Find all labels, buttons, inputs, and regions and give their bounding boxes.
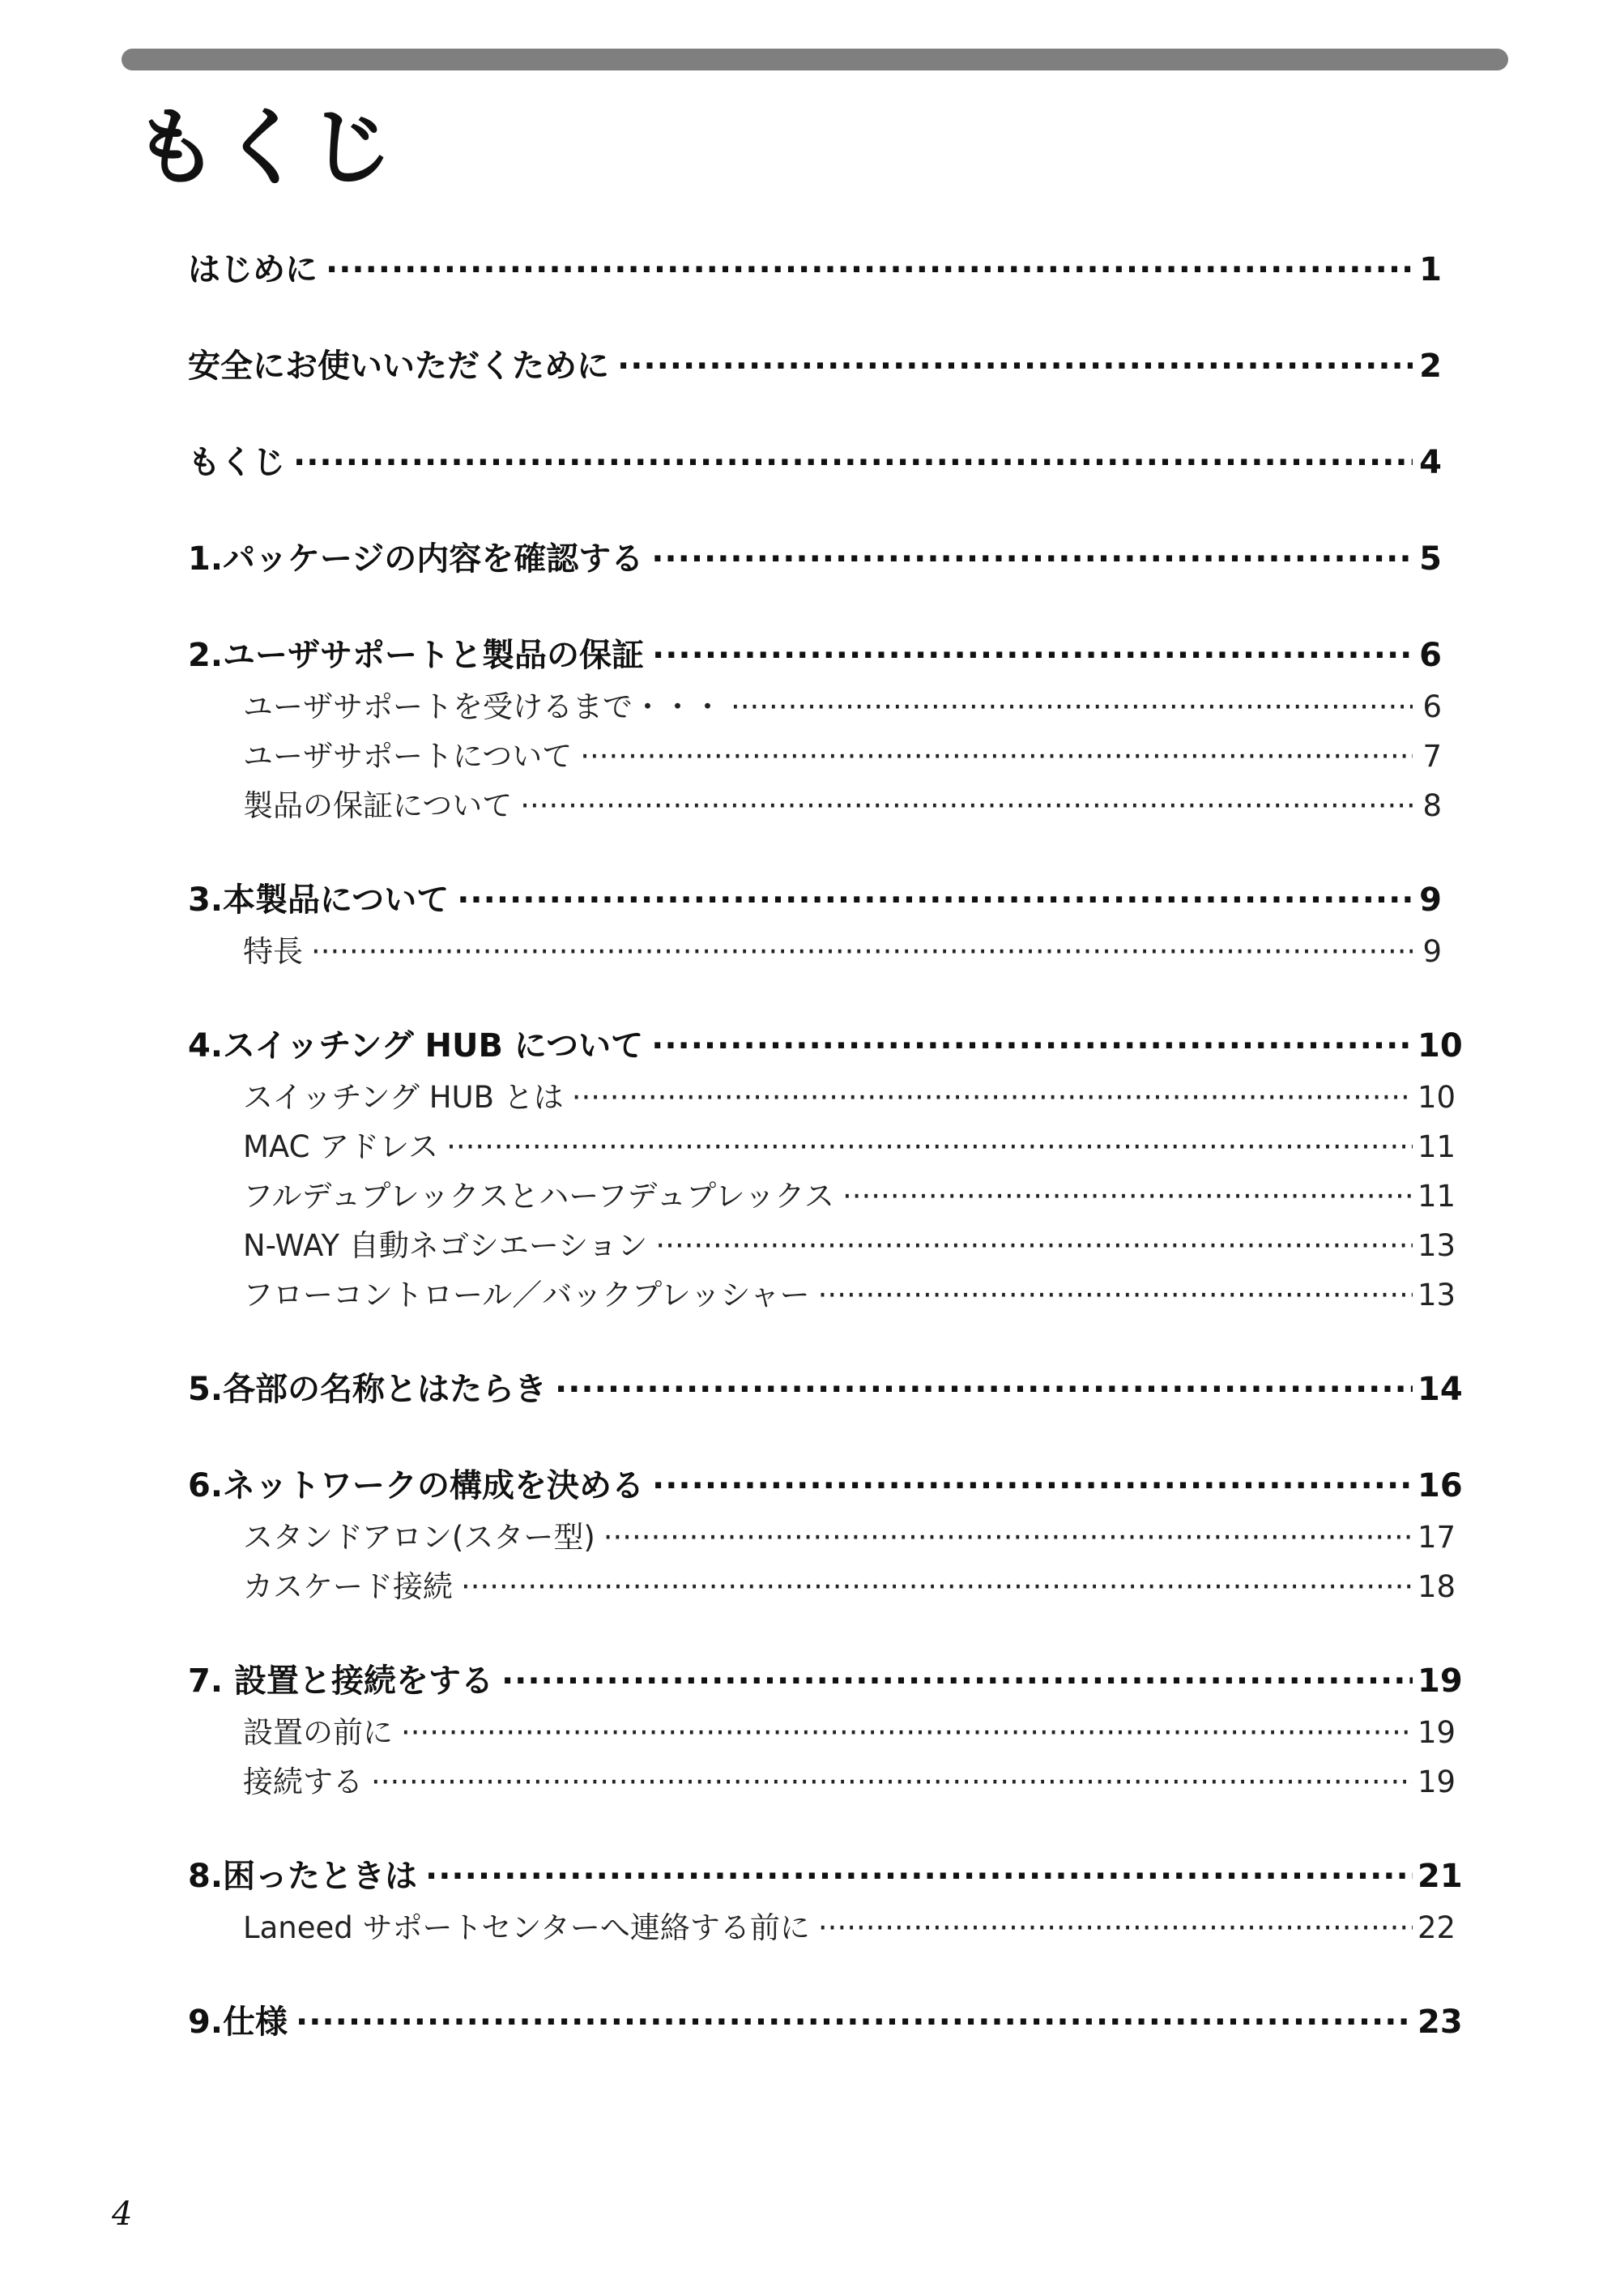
toc-subentry-title: フルデュプレックスとハーフデュプレックス (243, 1179, 835, 1214)
dot-leader (617, 339, 1413, 393)
toc-entry-page: 4 (1419, 444, 1442, 481)
toc-entry-title: 5.各部の名称とはたらき (188, 1371, 548, 1408)
toc-subentry-page: 6 (1422, 689, 1442, 724)
toc-subentry[interactable] (188, 1757, 1456, 1807)
toc-subentry-page: 19 (1418, 1715, 1456, 1750)
dot-leader (311, 927, 1413, 976)
toc-subentry[interactable] (188, 1221, 1456, 1270)
toc-subentry[interactable] (188, 682, 1442, 732)
dot-leader (326, 243, 1413, 297)
toc-subentry-title: 接続する (243, 1765, 363, 1799)
toc-entry-title: 9.仕様 (188, 2004, 288, 2041)
dot-leader (501, 1654, 1413, 1708)
toc-section (188, 1459, 1463, 1611)
page-title: もくじ (134, 98, 397, 197)
toc-entry-page: 9 (1419, 881, 1442, 919)
toc-entry[interactable] (188, 1459, 1463, 1513)
toc-entry-title: 8.困ったときは (188, 1858, 418, 1895)
toc-subentry[interactable] (188, 1122, 1456, 1171)
toc-entry[interactable] (188, 339, 1442, 393)
toc-section (188, 436, 1442, 489)
toc-section (188, 1019, 1463, 1320)
toc-subentry-title: 特長 (243, 934, 303, 969)
toc-entry-page: 14 (1418, 1371, 1463, 1408)
toc-subentry-page: 8 (1422, 788, 1442, 823)
toc-entry-page: 21 (1418, 1858, 1463, 1895)
toc-entry[interactable] (188, 1995, 1463, 2049)
toc-subentry-page: 7 (1422, 739, 1442, 774)
toc-section (188, 629, 1442, 830)
toc-subentry-title: 製品の保証について (243, 788, 513, 823)
toc-entry[interactable] (188, 243, 1442, 297)
toc-subentry-page: 22 (1418, 1910, 1456, 1945)
toc-subentry[interactable] (188, 781, 1442, 830)
dot-leader (520, 781, 1413, 830)
dot-leader (652, 1459, 1413, 1513)
dot-leader (603, 1513, 1413, 1562)
toc-entry[interactable] (188, 873, 1442, 927)
toc-entry-page: 6 (1419, 637, 1442, 674)
toc-subentry-title: ユーザサポートについて (243, 739, 573, 774)
dot-leader (296, 1995, 1413, 2049)
toc-entry-title: もくじ (188, 444, 285, 481)
dot-leader (572, 1073, 1413, 1122)
toc-section (188, 1995, 1463, 2049)
toc-subentry-title: Laneed サポートセンターへ連絡する前に (243, 1910, 810, 1945)
toc-subentry-title: スイッチング HUB とは (243, 1080, 564, 1115)
dot-leader (555, 1363, 1413, 1416)
toc-entry[interactable] (188, 1850, 1463, 1903)
toc-subentry-page: 10 (1418, 1080, 1456, 1115)
header-rule (122, 49, 1508, 70)
dot-leader (651, 1019, 1413, 1073)
dot-leader (293, 436, 1413, 489)
dot-leader (652, 629, 1413, 682)
toc-subentry[interactable] (188, 1562, 1456, 1611)
toc-entry[interactable] (188, 436, 1442, 489)
dot-leader (461, 1562, 1413, 1611)
toc-subentry-title: 設置の前に (243, 1715, 393, 1750)
dot-leader (401, 1708, 1413, 1757)
toc-subentry-page: 11 (1418, 1129, 1456, 1164)
toc-subentry-page: 9 (1422, 934, 1442, 969)
toc-entry-title: 安全にお使いいただくために (188, 348, 609, 385)
toc-subentry-title: ユーザサポートを受けるまで・・・ (243, 689, 723, 724)
toc-subentry-title: N-WAY 自動ネゴシエーション (243, 1228, 648, 1263)
dot-leader (818, 1903, 1413, 1952)
toc-subentry-title: スタンドアロン(スター型) (243, 1520, 595, 1555)
toc-section (188, 339, 1442, 393)
toc-entry-page: 19 (1418, 1662, 1463, 1700)
toc-entry-title: はじめに (188, 251, 318, 288)
dot-leader (655, 1221, 1413, 1270)
toc-section (188, 1850, 1463, 1952)
toc-entry-title: 4.スイッチング HUB について (188, 1027, 644, 1065)
toc-section (188, 1654, 1463, 1807)
toc-section (188, 532, 1442, 586)
toc-subentry-title: フローコントロール／バックプレッシャー (243, 1278, 810, 1312)
toc-subentry[interactable] (188, 1513, 1456, 1562)
toc-subentry-page: 13 (1418, 1278, 1456, 1312)
toc-subentry-page: 18 (1418, 1569, 1456, 1604)
toc-subentry[interactable] (188, 1903, 1456, 1952)
toc-subentry-title: カスケード接続 (243, 1569, 453, 1604)
toc-entry[interactable] (188, 629, 1442, 682)
toc-subentry[interactable] (188, 732, 1442, 781)
toc-subentry-page: 17 (1418, 1520, 1456, 1555)
toc-subentry-page: 11 (1418, 1179, 1456, 1214)
toc-subentry-title: MAC アドレス (243, 1129, 439, 1164)
toc-section (188, 873, 1442, 976)
toc-entry-page: 2 (1419, 348, 1442, 385)
dot-leader (425, 1850, 1413, 1903)
table-of-contents (188, 243, 1463, 2049)
toc-entry-page: 1 (1419, 251, 1442, 288)
toc-subentry[interactable] (188, 1708, 1456, 1757)
dot-leader (818, 1270, 1413, 1320)
dot-leader (371, 1757, 1413, 1807)
toc-section (188, 1363, 1463, 1416)
toc-subentry[interactable] (188, 1270, 1456, 1320)
toc-entry[interactable] (188, 1363, 1463, 1416)
toc-entry-page: 23 (1418, 2004, 1463, 2041)
page-number: 4 (112, 2196, 133, 2233)
toc-section (188, 243, 1442, 297)
toc-subentry-page: 19 (1418, 1765, 1456, 1799)
toc-entry-title: 6.ネットワークの構成を決める (188, 1467, 645, 1504)
toc-subentry-page: 13 (1418, 1228, 1456, 1263)
toc-entry-title: 2.ユーザサポートと製品の保証 (188, 637, 645, 674)
dot-leader (731, 682, 1413, 732)
dot-leader (457, 873, 1413, 927)
toc-entry-page: 5 (1419, 540, 1442, 578)
dot-leader (842, 1171, 1413, 1221)
toc-entry-page: 10 (1418, 1027, 1463, 1065)
dot-leader (651, 532, 1413, 586)
toc-entry-title: 7. 設置と接続をする (188, 1662, 493, 1700)
toc-subentry[interactable] (188, 1073, 1456, 1122)
dot-leader (580, 732, 1413, 781)
toc-entry[interactable] (188, 532, 1442, 586)
toc-entry[interactable] (188, 1019, 1463, 1073)
toc-subentry[interactable] (188, 927, 1442, 976)
toc-entry[interactable] (188, 1654, 1463, 1708)
toc-subentry[interactable] (188, 1171, 1456, 1221)
toc-entry-title: 1.パッケージの内容を確認する (188, 540, 644, 578)
toc-entry-title: 3.本製品について (188, 881, 450, 919)
toc-entry-page: 16 (1418, 1467, 1463, 1504)
dot-leader (446, 1122, 1413, 1171)
